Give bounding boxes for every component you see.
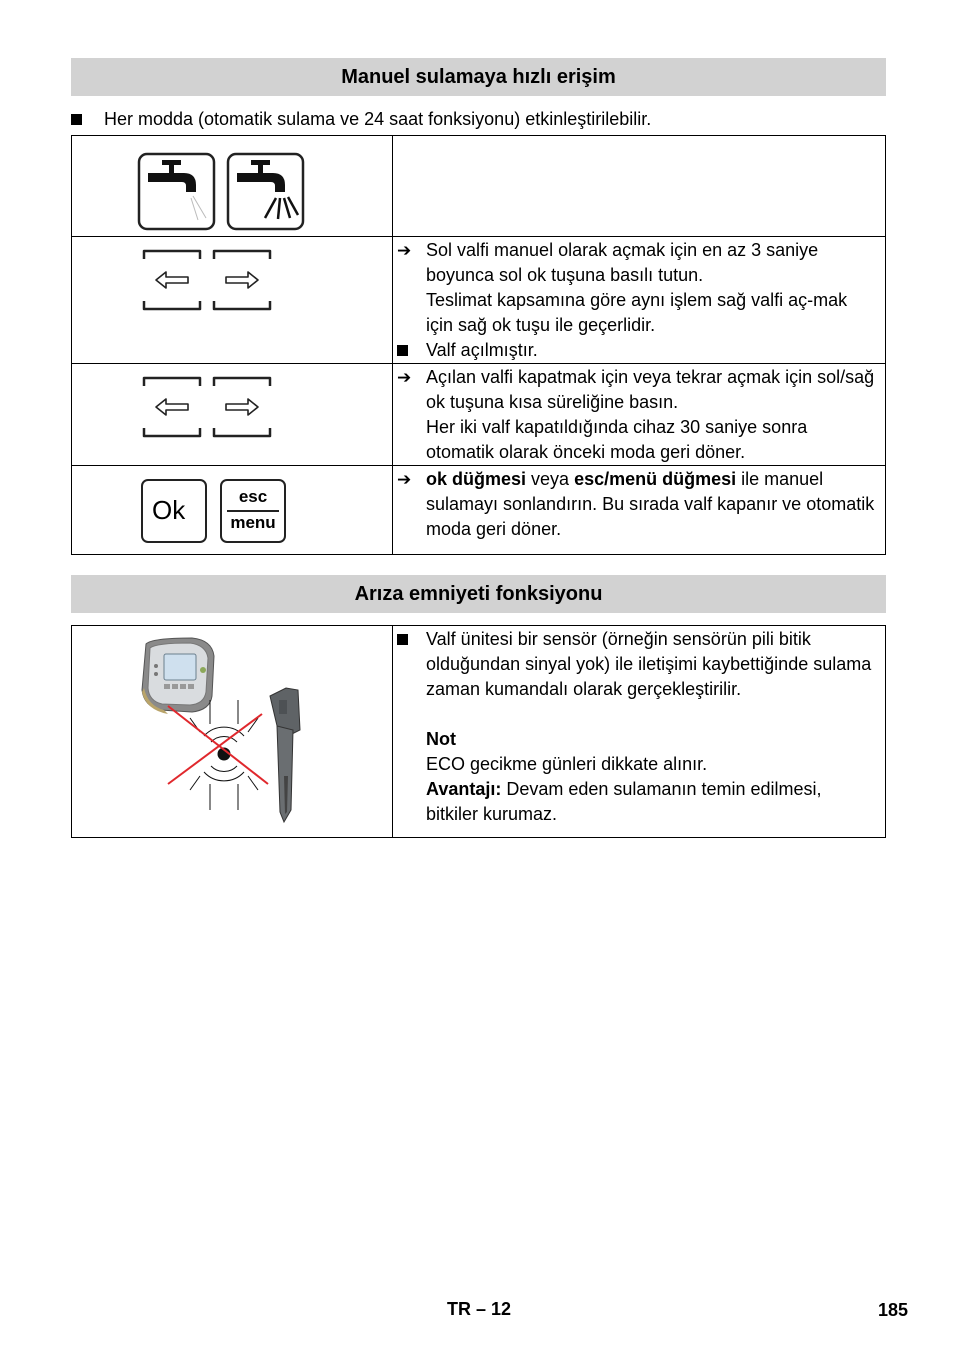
advantage-body: Devam eden sulamanın temin edilmesi, bitkiler kurumaz. xyxy=(426,779,822,824)
advantage-text xyxy=(397,777,877,827)
arrow-bullet-icon: ➔ xyxy=(397,241,412,260)
advantage-label: Avantajı: xyxy=(426,779,502,799)
icon-cell xyxy=(72,136,393,237)
arrow-keys-icons xyxy=(72,237,392,363)
note-title xyxy=(397,727,877,752)
key-divider xyxy=(227,510,279,512)
arrow-keys-icons xyxy=(72,364,392,464)
table-row xyxy=(72,466,886,555)
control-unit-and-sensor-no-signal-illustration xyxy=(72,626,392,837)
manual-irrigation-table xyxy=(71,135,886,555)
connector-text: veya xyxy=(526,469,575,489)
esc-menu-button-term: esc/menü düğmesi xyxy=(574,469,737,489)
text-cell xyxy=(393,626,886,838)
faucet-icons xyxy=(72,136,392,236)
faucet-open-icon xyxy=(228,154,303,229)
arrow-bullet-icon: ➔ xyxy=(397,470,412,489)
arrow-bullet-icon: ➔ xyxy=(397,368,412,387)
instruction-item xyxy=(397,365,877,415)
page-label: TR – 12 xyxy=(447,1299,512,1319)
result-text: Valf açılmıştır. xyxy=(426,340,538,360)
signal-waves-icon xyxy=(190,700,258,810)
faucet-icon xyxy=(139,154,214,229)
result-item xyxy=(397,338,877,363)
instruction-continuation: Teslimat kapsamına göre aynı işlem sağ valfi aç-mak için sağ ok tuşu ile geçerlidir. xyxy=(426,290,848,335)
table-row xyxy=(72,364,886,466)
ok-button-term: ok düğmesi xyxy=(426,469,527,489)
icon-cell xyxy=(72,364,393,466)
text-cell xyxy=(393,136,886,237)
icon-cell xyxy=(72,237,393,364)
control-unit-illustration xyxy=(142,638,214,714)
intro-text: Her modda (otomatik sulama ve 24 saat fonksiyonu) etkinleştirilebilir. xyxy=(104,109,652,129)
menu-label: menu xyxy=(230,513,276,532)
section-title-failsafe: Arıza emniyeti fonksiyonu xyxy=(71,575,886,613)
right-arrow-key-icon xyxy=(214,251,270,309)
left-arrow-key-icon xyxy=(144,378,200,436)
section-title-manual-irrigation: Manuel sulamaya hızlı erişim xyxy=(71,58,886,96)
failsafe-item xyxy=(397,627,877,702)
note-text: ECO gecikme günleri dikkate alınır. xyxy=(426,754,708,774)
esc-label: esc xyxy=(238,487,268,506)
instruction-text: Sol valfi manuel olarak açmak için en az 3 saniye boyunca sol ok tuşuna basılı tutun. xyxy=(426,240,819,285)
right-arrow-key-icon xyxy=(214,378,270,436)
no-signal-cross-icon xyxy=(168,706,268,784)
text-cell xyxy=(393,364,886,466)
spacer xyxy=(397,702,877,727)
ok-key-label: Ok xyxy=(152,495,186,525)
left-arrow-key-icon xyxy=(144,251,200,309)
instruction-text: Açılan valfi kapatmak için veya tekrar açmak için sol/sağ ok tuşuna kısa süreliğine basın. xyxy=(426,367,875,412)
table-row xyxy=(72,626,886,838)
instruction-text: ile manuel sulamayı sonlandırın. Bu sırada valf kapanır ve otomatik moda geri döner. xyxy=(426,469,875,539)
bullet-square-icon xyxy=(397,345,408,356)
note-title-text: Not xyxy=(426,729,456,749)
page-number: 185 xyxy=(878,1300,909,1320)
bullet-square-icon xyxy=(71,114,82,125)
ok-key-icon xyxy=(141,479,207,543)
instruction-continuation: Her iki valf kapatıldığında cihaz 30 saniye sonra otomatik olarak önceki moda geri döner. xyxy=(426,417,808,462)
text-cell xyxy=(393,466,886,555)
failsafe-table xyxy=(71,625,886,838)
illustration-cell xyxy=(72,626,393,838)
text-cell xyxy=(393,237,886,364)
table-row xyxy=(72,237,886,364)
esc-menu-key-icon xyxy=(220,479,286,543)
table-row xyxy=(72,136,886,237)
instruction-item xyxy=(397,467,877,542)
instruction-item xyxy=(397,238,877,288)
icon-cell xyxy=(72,466,393,555)
bullet-square-icon xyxy=(397,634,408,645)
soil-sensor-illustration xyxy=(270,688,300,822)
failsafe-text: Valf ünitesi bir sensör (örneğin sensörün pili bitik olduğundan sinyal yok) ile iletişimi kaybettiğinde sulama zaman kumandalı olarak gerçekleştirilir. xyxy=(426,629,872,699)
